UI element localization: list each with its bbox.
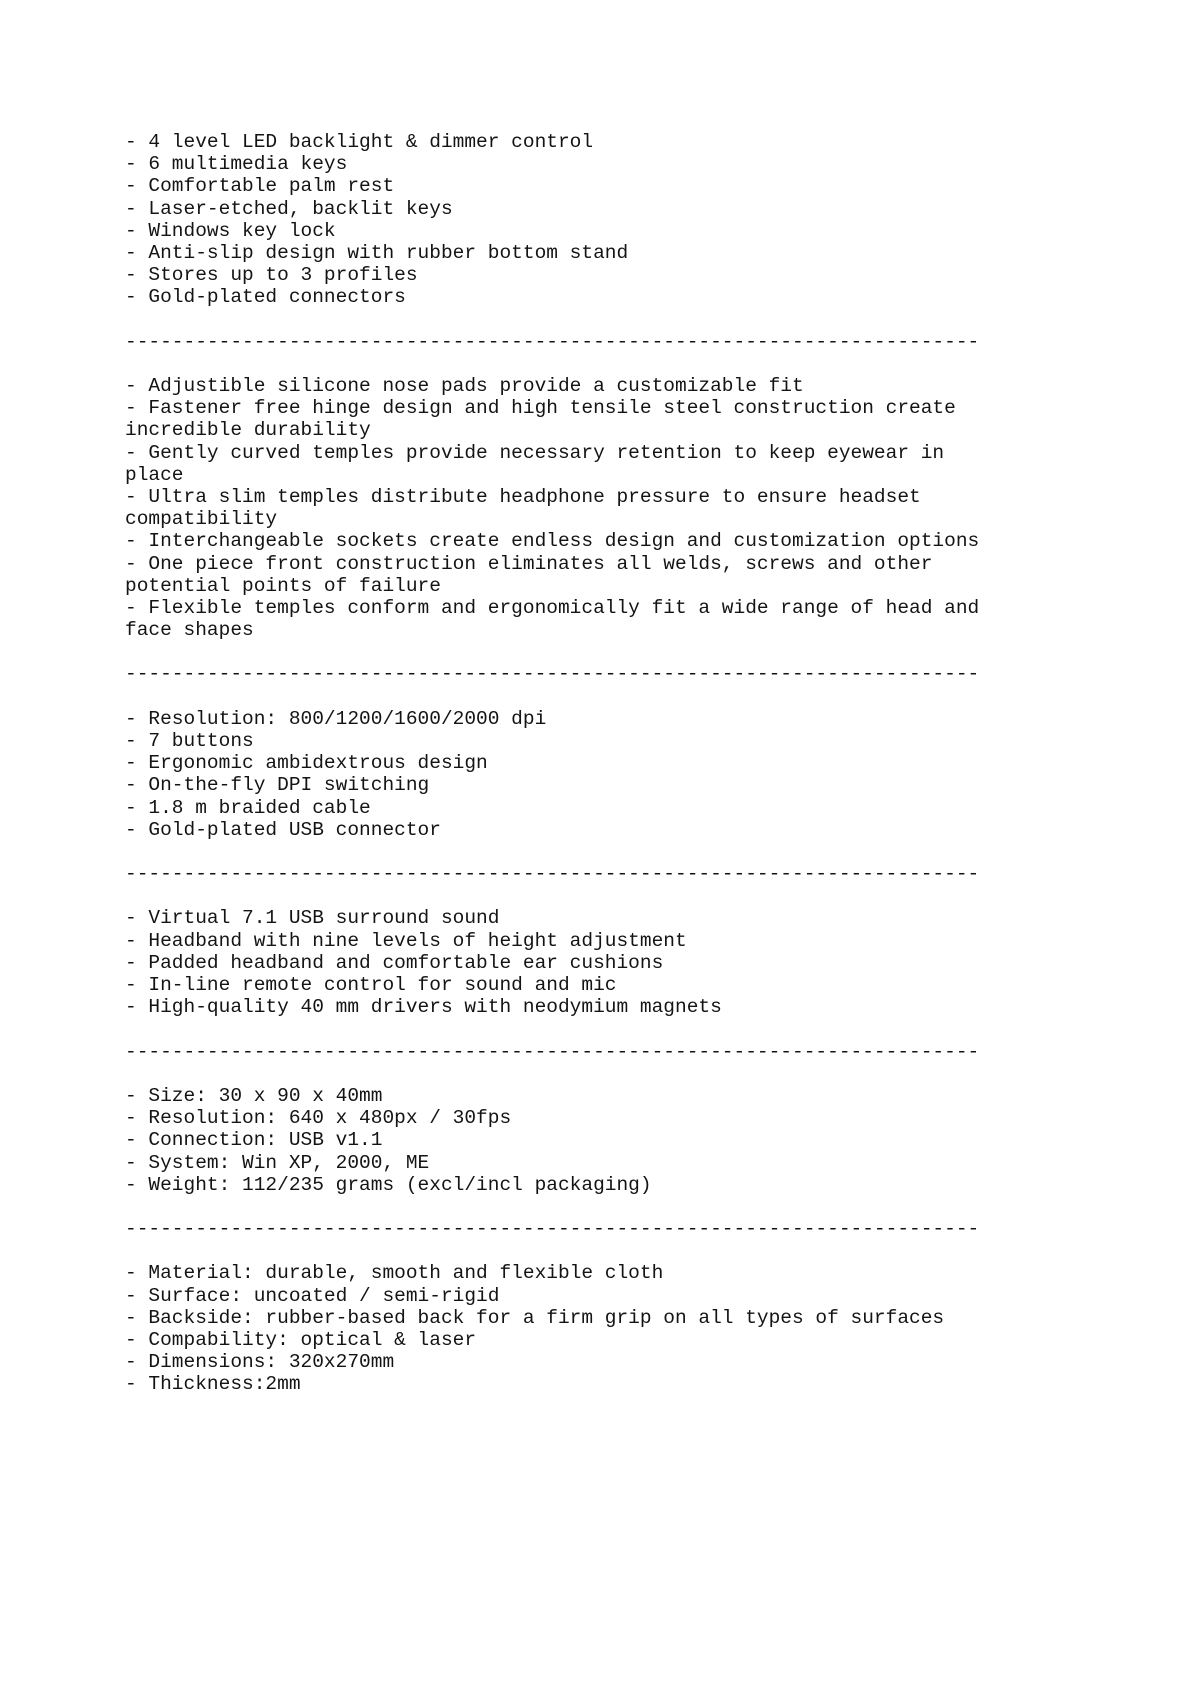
spec-list-item: - Stores up to 3 profiles [125, 264, 418, 287]
spec-section [125, 708, 985, 841]
spec-list-item: - Backside: rubber-based back for a firm grip on all types of surfaces [125, 1306, 945, 1329]
product-spec-document [125, 131, 991, 1396]
spacer [125, 686, 985, 708]
spec-list-item: - One piece front construction eliminates all welds, screws and other potential points of failure [125, 552, 945, 597]
spacer [125, 309, 985, 331]
spec-list-item: - Gold-plated USB connector [125, 818, 441, 841]
spec-list-item: - Virtual 7.1 USB surround sound [125, 907, 500, 930]
spec-list-item: - Anti-slip design with rubber bottom stand [125, 241, 629, 264]
spacer [125, 641, 985, 663]
spec-list-item: - Interchangeable sockets create endless design and customization options [125, 530, 980, 553]
separator-line: ------------------------------------------------------------------------- [125, 1218, 980, 1241]
spec-list-item: - Compability: optical & laser [125, 1328, 477, 1351]
spec-list-item: - Dimensions: 320x270mm [125, 1351, 395, 1374]
spec-list-item: - Resolution: 640 x 480px / 30fps [125, 1107, 512, 1130]
spec-list-item: - Headband with nine levels of height adjustment [125, 929, 687, 952]
spec-list-item: - Fastener free hinge design and high tensile steel construction create incredible durability [125, 397, 968, 442]
spec-section [125, 375, 991, 642]
spec-list-item: - 4 level LED backlight & dimmer control [125, 131, 594, 153]
spec-list-item: - Material: durable, smooth and flexible cloth [125, 1262, 664, 1285]
spec-list-item: - Padded headband and comfortable ear cushions [125, 951, 664, 974]
spec-list-item: - In-line remote control for sound and mic [125, 974, 617, 997]
spec-list-item: - Adjustible silicone nose pads provide a customizable fit [125, 375, 804, 398]
spacer [125, 885, 985, 907]
separator-line: ------------------------------------------------------------------------- [125, 863, 980, 886]
spacer [125, 1063, 985, 1085]
spec-list-item: - Resolution: 800/1200/1600/2000 dpi [125, 707, 547, 730]
spec-section [125, 1262, 985, 1395]
separator-line: ------------------------------------------------------------------------- [125, 663, 980, 686]
spec-list-item: - On-the-fly DPI switching [125, 774, 430, 797]
spec-list-item: - Ergonomic ambidextrous design [125, 752, 488, 775]
spec-list-item: - Gold-plated connectors [125, 286, 406, 309]
spec-list-item: - High-quality 40 mm drivers with neodymium magnets [125, 996, 722, 1019]
spacer [125, 1240, 985, 1262]
spec-section [125, 907, 985, 1018]
spec-list-item: - Gently curved temples provide necessary retention to keep eyewear in place [125, 441, 956, 486]
separator-line: ------------------------------------------------------------------------- [125, 1040, 980, 1063]
spec-list-item: - Surface: uncoated / semi-rigid [125, 1284, 500, 1307]
spec-list-item: - Laser-etched, backlit keys [125, 197, 453, 220]
spacer [125, 1196, 985, 1218]
spec-list-item: - Flexible temples conform and ergonomically fit a wide range of head and face shapes [125, 596, 991, 642]
spec-list-item: - Ultra slim temples distribute headphone pressure to ensure headset compatibility [125, 485, 933, 531]
spec-section [125, 131, 985, 309]
spec-list-item: - Size: 30 x 90 x 40mm [125, 1084, 383, 1107]
spec-list-item: - 6 multimedia keys [125, 153, 348, 176]
separator-line: ------------------------------------------------------------------------- [125, 330, 980, 353]
spec-list-item: - Comfortable palm rest [125, 175, 395, 198]
spec-list-item: - System: Win XP, 2000, ME [125, 1151, 430, 1174]
spec-list-item: - 7 buttons [125, 730, 254, 752]
spec-list-item: - Windows key lock [125, 219, 336, 242]
spec-list-item: - Connection: USB v1.1 [125, 1129, 383, 1152]
spec-section [125, 1085, 985, 1196]
spec-list-item: - Thickness:2mm [125, 1373, 301, 1396]
spacer [125, 1018, 985, 1040]
spec-list-item: - 1.8 m braided cable [125, 796, 371, 819]
spacer [125, 353, 985, 375]
spacer [125, 841, 985, 863]
spec-list-item: - Weight: 112/235 grams (excl/incl packaging) [125, 1173, 652, 1196]
